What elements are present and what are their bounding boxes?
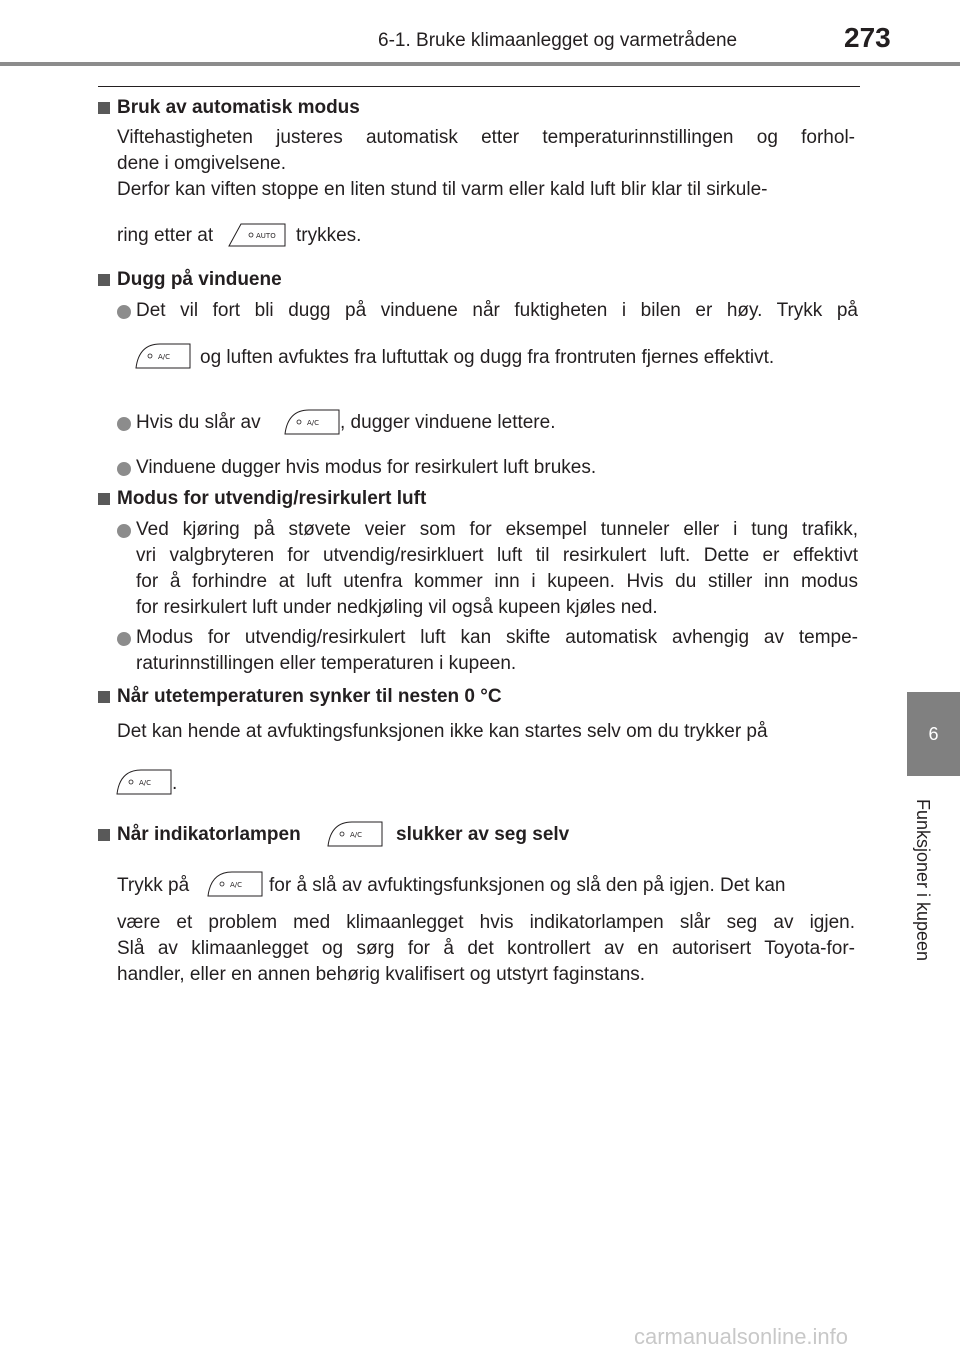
header-rule [0, 62, 960, 66]
ac-button-label: A/C [158, 353, 171, 361]
header-title: 6-1. Bruke klimaanlegget og varmetrådene [378, 30, 738, 51]
round-bullet-icon [117, 462, 131, 476]
content-rule [98, 86, 860, 87]
recirc-bullet1-line1: Ved kjøring på støvete veier som for eksempel tunneler eller i tung trafikk, [136, 519, 858, 540]
auto-mode-line1: Viftehastigheten justeres automatisk etter temperaturinnstillingen og forhol- [117, 127, 855, 148]
ac-button-icon [283, 408, 341, 436]
cold-line2-post: . [172, 773, 178, 794]
round-bullet-icon [117, 305, 131, 319]
auto-button-icon [227, 222, 287, 248]
auto-mode-line4-pre: ring etter at [117, 225, 214, 246]
indicator-line2: være et problem med klimaanlegget hvis indikatorlampen slår seg av igjen. [117, 912, 855, 933]
chapter-title: Funksjoner i kupeen [913, 798, 933, 962]
ac-button-label: A/C [350, 831, 363, 839]
ac-button-label: A/C [307, 419, 320, 427]
section-heading-cold: Når utetemperaturen synker til nesten 0 °C [117, 686, 502, 707]
recirc-bullet1-line2: vri valgbryteren for utvendig/resirkluert luft til resirkulert luft. Dette er effektivt [136, 545, 858, 566]
fog-bullet1-line2: og luften avfuktes fra luftuttak og dugg fra frontruten fjernes effektivt. [200, 347, 775, 368]
fog-bullet2-pre: Hvis du slår av [136, 412, 261, 433]
section-heading-indicator-pre: Når indikatorlampen [117, 824, 301, 845]
chapter-tab [907, 692, 960, 776]
recirc-bullet2-line2: raturinnstillingen eller temperaturen i kupeen. [136, 653, 517, 674]
round-bullet-icon [117, 417, 131, 431]
section-heading-indicator-post: slukker av seg selv [396, 824, 570, 845]
indicator-line4: handler, eller en annen behørig kvalifisert og utstyrt faginstans. [117, 964, 646, 985]
ac-button-label: A/C [230, 881, 243, 889]
square-bullet-icon [98, 493, 110, 505]
indicator-line3: Slå av klimaanlegget og sørg for å det kontrollert av en autorisert Toyota-for- [117, 938, 855, 959]
section-heading-recirc: Modus for utvendig/resirkulert luft [117, 488, 427, 509]
square-bullet-icon [98, 691, 110, 703]
watermark: carmanualsonline.info [634, 1324, 849, 1349]
recirc-bullet1-line3: for å forhindre at luft utenfra kommer inn i kupeen. Hvis du stiller inn modus [136, 571, 858, 592]
square-bullet-icon [98, 829, 110, 841]
auto-mode-line2: dene i omgivelsene. [117, 153, 286, 174]
ac-button-icon [134, 342, 192, 370]
auto-mode-line3: Derfor kan viften stoppe en liten stund til varm eller kald luft blir klar til sirkule- [117, 179, 768, 200]
auto-mode-line4-post: trykkes. [296, 225, 362, 246]
ac-button-icon [206, 870, 264, 898]
indicator-line1-pre: Trykk på [117, 875, 190, 896]
square-bullet-icon [98, 274, 110, 286]
ac-button-icon [115, 768, 173, 796]
section-heading-auto-mode: Bruk av automatisk modus [117, 97, 360, 118]
ac-button-icon [326, 820, 384, 848]
fog-bullet1-line1: Det vil fort bli dugg på vinduene når fuktigheten i bilen er høy. Trykk på [136, 300, 858, 321]
indicator-line1-post: for å slå av avfuktingsfunksjonen og slå den på igjen. Det kan [269, 875, 786, 896]
recirc-bullet2-line1: Modus for utvendig/resirkulert luft kan skifte automatisk avhengig av tempe- [136, 627, 858, 648]
chapter-number: 6 [928, 723, 939, 744]
round-bullet-icon [117, 632, 131, 646]
cold-line1: Det kan hende at avfuktingsfunksjonen ikke kan startes selv om du trykker på [117, 721, 768, 742]
page-number: 273 [844, 22, 891, 53]
round-bullet-icon [117, 524, 131, 538]
recirc-bullet1-line4: for resirkulert luft under nedkjøling vil også kupeen kjøles ned. [136, 597, 658, 618]
fog-bullet2-post: , dugger vinduene lettere. [340, 412, 556, 433]
section-heading-fog: Dugg på vinduene [117, 269, 282, 290]
fog-bullet3: Vinduene dugger hvis modus for resirkulert luft brukes. [136, 457, 597, 478]
ac-button-label: A/C [139, 779, 152, 787]
square-bullet-icon [98, 102, 110, 114]
auto-button-label: AUTO [256, 232, 276, 240]
